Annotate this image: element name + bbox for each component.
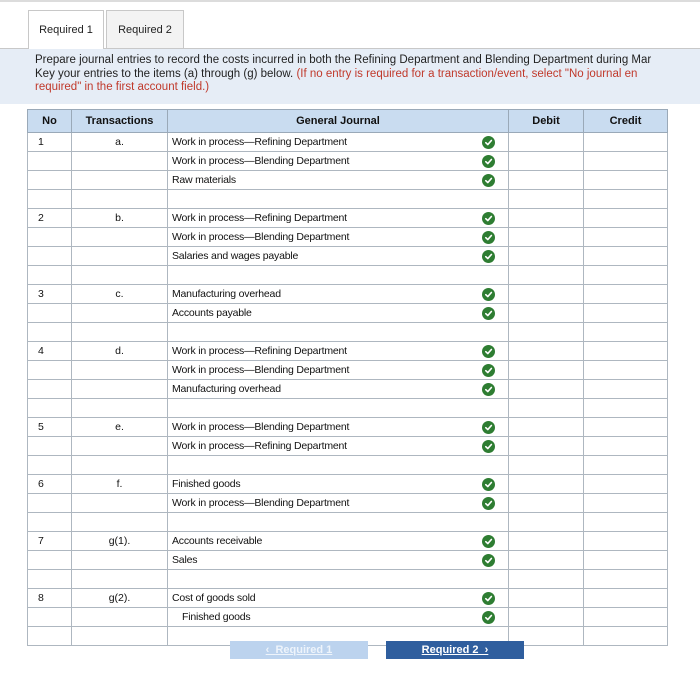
empty-account-field[interactable] bbox=[168, 190, 509, 209]
table-row bbox=[28, 475, 668, 494]
credit-field bbox=[584, 513, 668, 532]
credit-field[interactable] bbox=[584, 589, 668, 608]
credit-field[interactable] bbox=[584, 209, 668, 228]
transaction-label bbox=[72, 437, 168, 456]
table-row bbox=[28, 608, 668, 627]
table-row bbox=[28, 285, 668, 304]
row-number bbox=[28, 190, 72, 209]
table-row bbox=[28, 513, 668, 532]
account-name: Work in process—Refining Department bbox=[172, 440, 347, 452]
transaction-label bbox=[72, 513, 168, 532]
debit-field[interactable] bbox=[509, 304, 584, 323]
account-field[interactable] bbox=[168, 361, 509, 380]
prev-required-1-button[interactable]: ‹ Required 1 bbox=[230, 641, 368, 659]
debit-field[interactable] bbox=[509, 342, 584, 361]
account-field[interactable] bbox=[168, 532, 509, 551]
credit-field[interactable] bbox=[584, 247, 668, 266]
transaction-label bbox=[72, 380, 168, 399]
credit-field[interactable] bbox=[584, 380, 668, 399]
row-number bbox=[28, 513, 72, 532]
debit-field[interactable] bbox=[509, 589, 584, 608]
tab-bar bbox=[28, 10, 186, 49]
correct-check-icon bbox=[482, 611, 495, 624]
account-name: Salaries and wages payable bbox=[172, 250, 299, 262]
instructions-line-1: Prepare journal entries to record the costs incurred in both the Refining Department and Blending Department during Mar bbox=[35, 54, 652, 66]
transaction-label bbox=[72, 266, 168, 285]
table-row bbox=[28, 190, 668, 209]
account-name: Work in process—Blending Department bbox=[172, 231, 350, 243]
top-divider bbox=[0, 0, 700, 2]
debit-field bbox=[509, 399, 584, 418]
correct-check-icon bbox=[482, 345, 495, 358]
table-header-row bbox=[28, 110, 668, 133]
credit-field[interactable] bbox=[584, 361, 668, 380]
debit-field bbox=[509, 323, 584, 342]
row-number: 5 bbox=[28, 418, 72, 437]
account-field[interactable] bbox=[168, 171, 509, 190]
correct-check-icon bbox=[482, 212, 495, 225]
tab-required-1[interactable]: Required 1 bbox=[28, 10, 104, 49]
table-row bbox=[28, 228, 668, 247]
transaction-label: b. bbox=[72, 209, 168, 228]
table-row bbox=[28, 456, 668, 475]
instructions-line-3: required" in the first account field.) bbox=[35, 81, 210, 93]
debit-field[interactable] bbox=[509, 228, 584, 247]
debit-field[interactable] bbox=[509, 209, 584, 228]
row-number bbox=[28, 627, 72, 646]
debit-field bbox=[509, 456, 584, 475]
row-number: 7 bbox=[28, 532, 72, 551]
account-name: Work in process—Blending Department bbox=[172, 497, 350, 509]
correct-check-icon bbox=[482, 155, 495, 168]
credit-field[interactable] bbox=[584, 152, 668, 171]
credit-field bbox=[584, 190, 668, 209]
account-field[interactable] bbox=[168, 152, 509, 171]
row-number: 3 bbox=[28, 285, 72, 304]
instructions-line-2-note: (If no entry is required for a transaction/event, select "No journal en bbox=[296, 67, 638, 80]
account-name: Finished goods bbox=[172, 478, 241, 490]
account-name: Work in process—Refining Department bbox=[172, 136, 347, 148]
row-number bbox=[28, 361, 72, 380]
credit-field[interactable] bbox=[584, 285, 668, 304]
tab-required-2[interactable]: Required 2 bbox=[106, 10, 184, 48]
debit-field bbox=[509, 513, 584, 532]
empty-account-field[interactable] bbox=[168, 513, 509, 532]
transaction-label bbox=[72, 551, 168, 570]
credit-field[interactable] bbox=[584, 608, 668, 627]
header-no: No bbox=[28, 110, 72, 133]
debit-field[interactable] bbox=[509, 551, 584, 570]
account-name: Work in process—Blending Department bbox=[172, 155, 350, 167]
row-number bbox=[28, 608, 72, 627]
account-field[interactable] bbox=[168, 342, 509, 361]
account-field[interactable] bbox=[168, 228, 509, 247]
table-row bbox=[28, 171, 668, 190]
credit-field[interactable] bbox=[584, 551, 668, 570]
next-required-2-button[interactable]: Required 2 › bbox=[386, 641, 524, 659]
correct-check-icon bbox=[482, 383, 495, 396]
account-field[interactable] bbox=[168, 380, 509, 399]
debit-field[interactable] bbox=[509, 437, 584, 456]
table-row bbox=[28, 304, 668, 323]
empty-account-field[interactable] bbox=[168, 266, 509, 285]
debit-field[interactable] bbox=[509, 380, 584, 399]
debit-field bbox=[509, 266, 584, 285]
transaction-label bbox=[72, 627, 168, 646]
credit-field[interactable] bbox=[584, 475, 668, 494]
empty-account-field[interactable] bbox=[168, 323, 509, 342]
table-row bbox=[28, 380, 668, 399]
correct-check-icon bbox=[482, 174, 495, 187]
empty-account-field[interactable] bbox=[168, 399, 509, 418]
account-name: Manufacturing overhead bbox=[172, 383, 281, 395]
row-number bbox=[28, 494, 72, 513]
correct-check-icon bbox=[482, 136, 495, 149]
credit-field[interactable] bbox=[584, 304, 668, 323]
correct-check-icon bbox=[482, 554, 495, 567]
correct-check-icon bbox=[482, 250, 495, 263]
table-row bbox=[28, 532, 668, 551]
row-number bbox=[28, 380, 72, 399]
account-name: Raw materials bbox=[172, 174, 236, 186]
table-row bbox=[28, 551, 668, 570]
table-row bbox=[28, 342, 668, 361]
account-name: Work in process—Refining Department bbox=[172, 345, 347, 357]
correct-check-icon bbox=[482, 440, 495, 453]
row-number bbox=[28, 228, 72, 247]
prev-button-label: Required 1 bbox=[275, 644, 333, 656]
transaction-label bbox=[72, 570, 168, 589]
table-row bbox=[28, 494, 668, 513]
credit-field[interactable] bbox=[584, 437, 668, 456]
empty-account-field[interactable] bbox=[168, 570, 509, 589]
transaction-label bbox=[72, 608, 168, 627]
transaction-label bbox=[72, 323, 168, 342]
table-row bbox=[28, 589, 668, 608]
table-row bbox=[28, 133, 668, 152]
credit-field[interactable] bbox=[584, 494, 668, 513]
account-name: Accounts payable bbox=[172, 307, 252, 319]
next-button-label: Required 2 bbox=[421, 644, 479, 656]
row-number: 6 bbox=[28, 475, 72, 494]
empty-account-field[interactable] bbox=[168, 456, 509, 475]
table-row bbox=[28, 570, 668, 589]
debit-field[interactable] bbox=[509, 494, 584, 513]
row-number bbox=[28, 551, 72, 570]
transaction-label bbox=[72, 171, 168, 190]
correct-check-icon bbox=[482, 288, 495, 301]
account-name: Work in process—Blending Department bbox=[172, 364, 350, 376]
transaction-label: e. bbox=[72, 418, 168, 437]
credit-field bbox=[584, 627, 668, 646]
correct-check-icon bbox=[482, 497, 495, 510]
transaction-label bbox=[72, 399, 168, 418]
account-field[interactable] bbox=[168, 475, 509, 494]
transaction-label: a. bbox=[72, 133, 168, 152]
instructions-line-2 bbox=[35, 68, 700, 82]
instructions-line-2-text: Key your entries to the items (a) through (g) below. bbox=[35, 67, 297, 80]
account-name: Finished goods bbox=[182, 611, 251, 623]
correct-check-icon bbox=[482, 364, 495, 377]
transaction-label bbox=[72, 228, 168, 247]
row-number bbox=[28, 456, 72, 475]
credit-field[interactable] bbox=[584, 532, 668, 551]
table-row bbox=[28, 418, 668, 437]
row-number bbox=[28, 399, 72, 418]
row-number bbox=[28, 437, 72, 456]
account-name: Work in process—Blending Department bbox=[172, 421, 350, 433]
row-number: 2 bbox=[28, 209, 72, 228]
credit-field bbox=[584, 266, 668, 285]
credit-field bbox=[584, 323, 668, 342]
transaction-label bbox=[72, 494, 168, 513]
row-number bbox=[28, 304, 72, 323]
account-field[interactable] bbox=[168, 589, 509, 608]
row-number bbox=[28, 152, 72, 171]
credit-field bbox=[584, 399, 668, 418]
debit-field[interactable] bbox=[509, 532, 584, 551]
instructions-text bbox=[35, 54, 700, 95]
account-field[interactable] bbox=[168, 551, 509, 570]
row-number: 8 bbox=[28, 589, 72, 608]
table-row bbox=[28, 323, 668, 342]
account-field[interactable] bbox=[168, 608, 509, 627]
credit-field[interactable] bbox=[584, 133, 668, 152]
table-row bbox=[28, 361, 668, 380]
credit-field bbox=[584, 456, 668, 475]
header-general-journal: General Journal bbox=[168, 110, 509, 133]
account-field[interactable] bbox=[168, 285, 509, 304]
transaction-label: g(2). bbox=[72, 589, 168, 608]
credit-field[interactable] bbox=[584, 342, 668, 361]
debit-field[interactable] bbox=[509, 247, 584, 266]
row-number: 1 bbox=[28, 133, 72, 152]
transaction-label: g(1). bbox=[72, 532, 168, 551]
transaction-label: f. bbox=[72, 475, 168, 494]
debit-field[interactable] bbox=[509, 152, 584, 171]
debit-field[interactable] bbox=[509, 418, 584, 437]
account-field[interactable] bbox=[168, 494, 509, 513]
credit-field[interactable] bbox=[584, 171, 668, 190]
transaction-label bbox=[72, 456, 168, 475]
transaction-label: c. bbox=[72, 285, 168, 304]
transaction-label bbox=[72, 152, 168, 171]
account-field[interactable] bbox=[168, 418, 509, 437]
account-field[interactable] bbox=[168, 437, 509, 456]
correct-check-icon bbox=[482, 535, 495, 548]
row-number bbox=[28, 247, 72, 266]
account-name: Accounts receivable bbox=[172, 535, 263, 547]
header-transactions: Transactions bbox=[72, 110, 168, 133]
correct-check-icon bbox=[482, 231, 495, 244]
account-field[interactable] bbox=[168, 133, 509, 152]
account-name: Work in process—Refining Department bbox=[172, 212, 347, 224]
transaction-label bbox=[72, 190, 168, 209]
table-row bbox=[28, 247, 668, 266]
transaction-label bbox=[72, 361, 168, 380]
header-debit: Debit bbox=[509, 110, 584, 133]
row-number: 4 bbox=[28, 342, 72, 361]
general-journal-table bbox=[27, 109, 668, 646]
account-field[interactable] bbox=[168, 247, 509, 266]
account-field[interactable] bbox=[168, 209, 509, 228]
account-name: Sales bbox=[172, 554, 198, 566]
transaction-label bbox=[72, 304, 168, 323]
row-number bbox=[28, 171, 72, 190]
debit-field[interactable] bbox=[509, 475, 584, 494]
correct-check-icon bbox=[482, 307, 495, 320]
table-row bbox=[28, 437, 668, 456]
credit-field[interactable] bbox=[584, 228, 668, 247]
transaction-label: d. bbox=[72, 342, 168, 361]
row-number bbox=[28, 323, 72, 342]
transaction-label bbox=[72, 247, 168, 266]
row-number bbox=[28, 570, 72, 589]
debit-field[interactable] bbox=[509, 608, 584, 627]
debit-field[interactable] bbox=[509, 361, 584, 380]
debit-field bbox=[509, 190, 584, 209]
row-number bbox=[28, 266, 72, 285]
debit-field[interactable] bbox=[509, 171, 584, 190]
credit-field bbox=[584, 570, 668, 589]
debit-field bbox=[509, 570, 584, 589]
correct-check-icon bbox=[482, 421, 495, 434]
table-row bbox=[28, 399, 668, 418]
table-row bbox=[28, 266, 668, 285]
account-field[interactable] bbox=[168, 304, 509, 323]
correct-check-icon bbox=[482, 592, 495, 605]
debit-field[interactable] bbox=[509, 285, 584, 304]
correct-check-icon bbox=[482, 478, 495, 491]
table-row bbox=[28, 209, 668, 228]
header-credit: Credit bbox=[584, 110, 668, 133]
table-row bbox=[28, 152, 668, 171]
debit-field[interactable] bbox=[509, 133, 584, 152]
account-name: Cost of goods sold bbox=[172, 592, 256, 604]
credit-field[interactable] bbox=[584, 418, 668, 437]
account-name: Manufacturing overhead bbox=[172, 288, 281, 300]
